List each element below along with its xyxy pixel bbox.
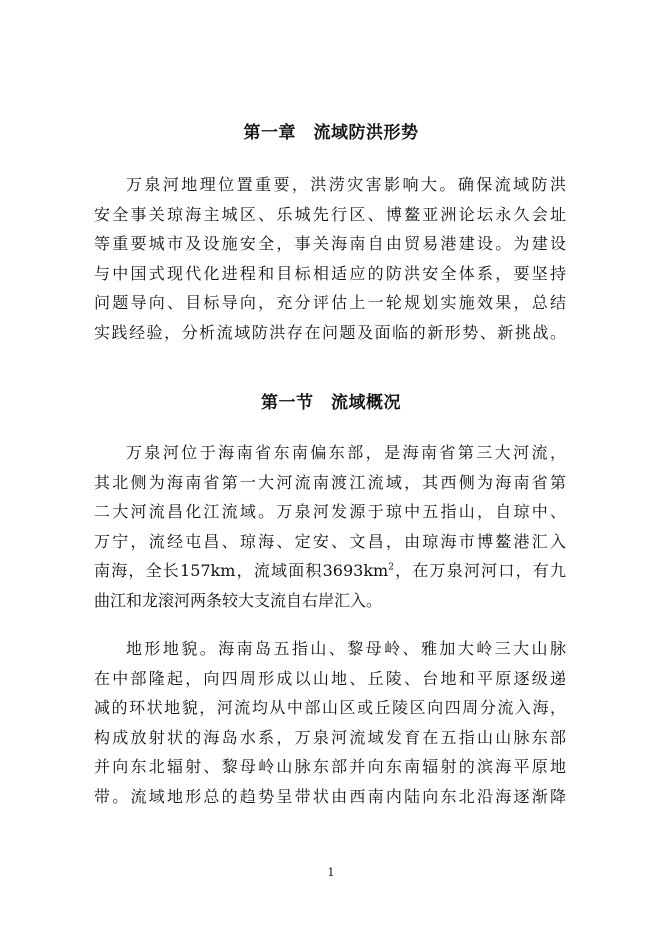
paragraph-line: 二大河流昌化江流域。万泉河发源于琼中五指山，自琼中、 bbox=[94, 502, 566, 522]
paragraph-line: 与中国式现代化进程和目标相适应的防洪安全体系，要坚持 bbox=[94, 263, 566, 283]
paragraph-line: 构成放射状的海岛水系，万泉河流域发育在五指山山脉东部 bbox=[94, 727, 566, 747]
basin-length-area-text: 南海，全长157km，流域面积3693km bbox=[94, 561, 389, 581]
paragraph-line: 实践经验，分析流域防洪存在问题及面临的新形势、新挑战。 bbox=[94, 322, 566, 342]
paragraph-line-with-area bbox=[94, 556, 566, 586]
page-number: 1 bbox=[327, 866, 335, 879]
superscript-exponent: 2 bbox=[388, 563, 394, 574]
paragraph-line: 在中部隆起，向四周形成以山地、丘陵、台地和平原逐级递 bbox=[94, 668, 566, 688]
paragraph-line: 万宁，流经屯昌、琼海、定安、文昌，由琼海市博鳌港汇入 bbox=[94, 531, 566, 551]
paragraph-basin-overview bbox=[94, 438, 566, 616]
paragraph-line: 减的环状地貌，河流均从中部山区或丘陵区向四周分流入海， bbox=[94, 698, 566, 718]
paragraph-flood-situation bbox=[94, 170, 566, 348]
paragraph-topography bbox=[94, 634, 566, 812]
paragraph-line: 问题导向、目标导向，充分评估上一轮规划实施效果，总结 bbox=[94, 293, 566, 313]
paragraph-line: 其北侧为海南省第一大河流南渡江流域，其西侧为海南省第 bbox=[94, 472, 566, 492]
paragraph-line: 曲江和龙滚河两条较大支流自右岸汇入。 bbox=[94, 590, 383, 610]
chapter-title: 第一章 流域防洪形势 bbox=[243, 123, 419, 143]
paragraph-line: 并向东北辐射、黎母岭山脉东部并向东南辐射的滨海平原地 bbox=[94, 757, 566, 777]
paragraph-line: 带。流域地形总的趋势呈带状由西南内陆向东北沿海逐渐降 bbox=[94, 786, 566, 806]
paragraph-line: 万泉河地理位置重要，洪涝灾害影响大。确保流域防洪 bbox=[126, 175, 566, 194]
paragraph-line: 万泉河位于海南省东南偏东部，是海南省第三大河流， bbox=[126, 443, 566, 462]
river-mouth-text: ，在万泉河河口，有九 bbox=[393, 561, 566, 581]
paragraph-line: 等重要城市及设施安全，事关海南自由贸易港建设。为建设 bbox=[94, 234, 566, 254]
paragraph-line: 地形地貌。海南岛五指山、黎母岭、雅加大岭三大山脉 bbox=[126, 639, 566, 658]
section-title: 第一节 流域概况 bbox=[261, 393, 401, 413]
paragraph-line: 安全事关琼海主城区、乐城先行区、博鳌亚洲论坛永久会址 bbox=[94, 204, 566, 224]
